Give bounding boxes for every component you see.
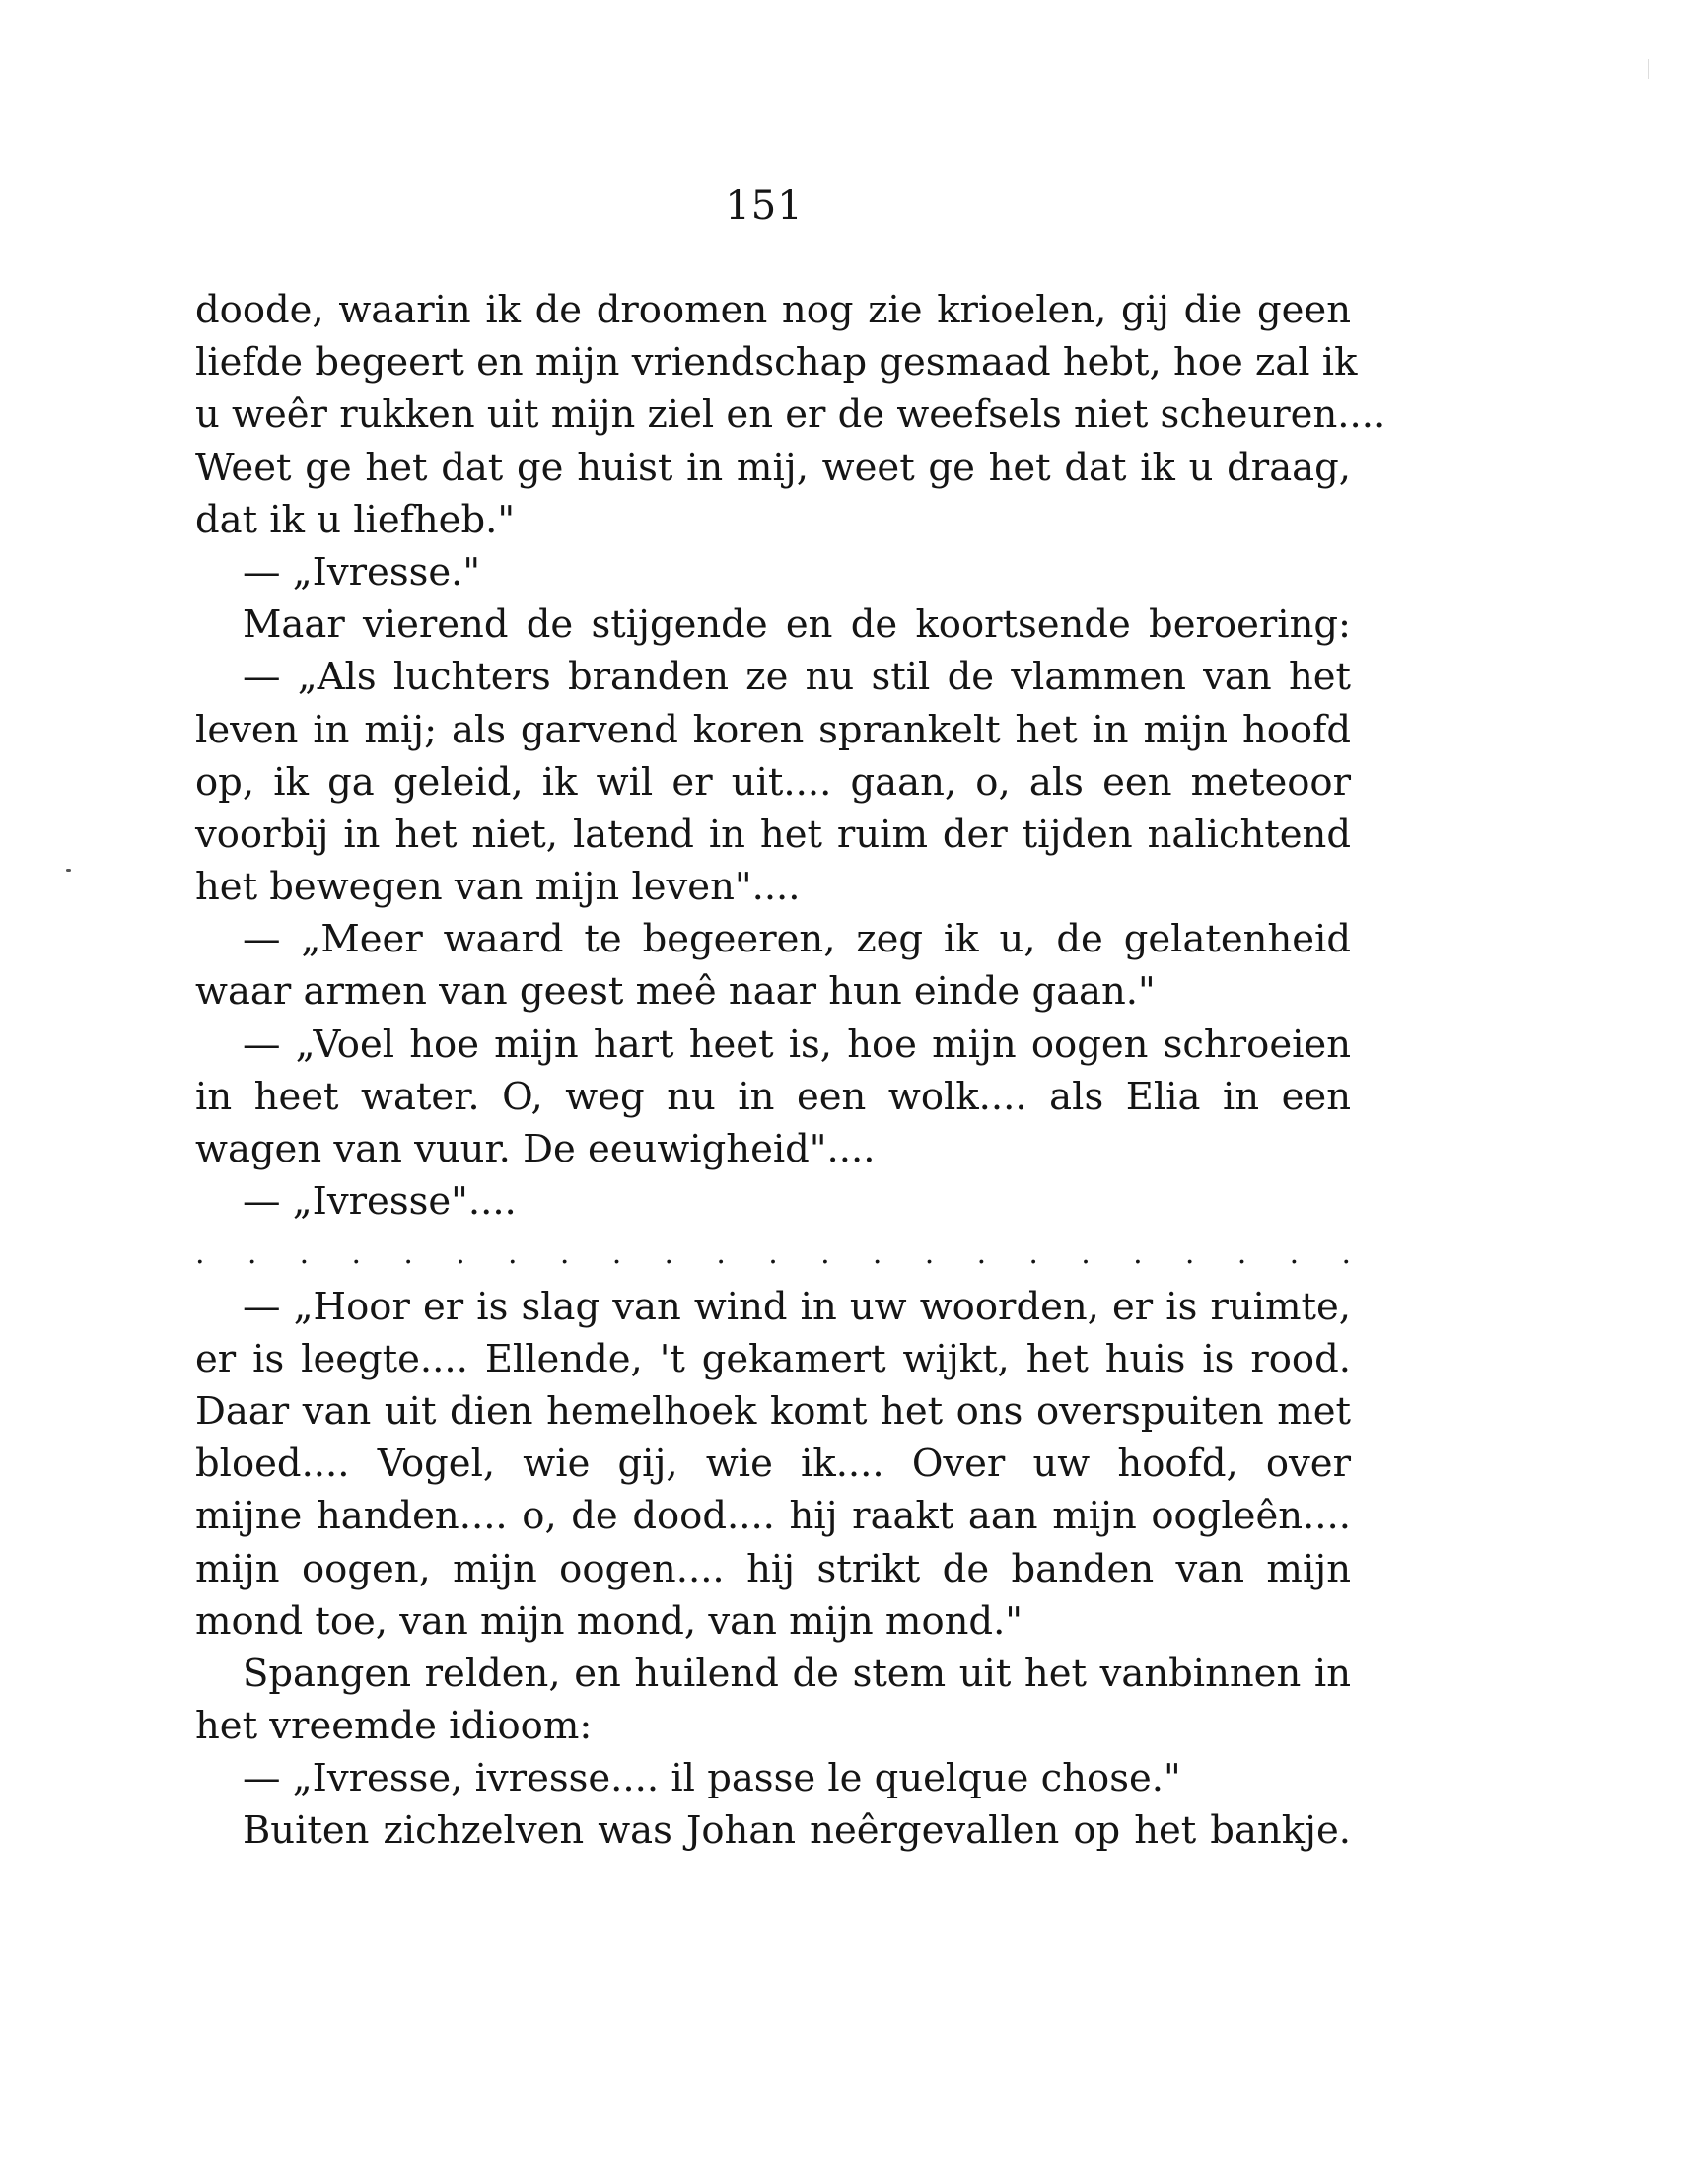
text-line: in heet water. O, weg nu in een wolk.... als Elia in een [195,1074,1351,1119]
text-line: leven in mij; als garvend koren sprankelt het in mijn hoofd [195,707,1351,752]
text-line: — „Voel hoe mijn hart heet is, hoe mijn oogen schroeien [243,1022,1351,1067]
text-line: waar armen van geest meê naar hun einde gaan." [195,969,1156,1015]
text-line: doode, waarin ik de droomen nog zie krioelen, gij die geen [195,288,1351,332]
text-line: dat ik u liefheb." [195,497,516,542]
page-number: 151 [725,183,804,229]
text-line: op, ik ga geleid, ik wil er uit.... gaan, o, als een meteoor [195,759,1351,805]
text-line: — „Hoor er is slag van wind in uw woorden, er is ruimte, [243,1284,1351,1329]
text-line: Daar van uit dien hemelhoek komt het ons overspuiten met [195,1388,1351,1434]
text-line: wagen van vuur. De eeuwigheid".... [195,1127,876,1171]
text-line: bloed.... Vogel, wie gij, wie ik.... Over uw hoofd, over [195,1442,1351,1487]
text-line: — „Ivresse, ivresse.... il passe le quelque chose." [243,1756,1181,1801]
text-line: — „Ivresse." [243,549,481,595]
text-line: er is leegte.... Ellende, 't gekamert wijkt, het huis is rood. [195,1336,1351,1381]
text-line: mond toe, van mijn mond, van mijn mond." [195,1598,1023,1644]
text-line: u weêr rukken uit mijn ziel en er de weefsels niet scheuren.... [195,392,1386,438]
text-line: het bewegen van mijn leven".... [195,865,801,910]
text-line: Maar vierend de stijgende en de koortsende beroering: [243,602,1351,648]
text-line: het vreemde idioom: [195,1704,593,1749]
section-break-dots: . . . . . . . . . . . . . . . . . . . . . . . [195,1236,1351,1272]
text-line: — „Meer waard te begeeren, zeg ik u, de gelatenheid [243,917,1351,962]
text-line: mijn oogen, mijn oogen.... hij strikt de banden van mijn [195,1546,1351,1591]
text-line: Buiten zichzelven was Johan neêrgevallen op het bankje. [243,1808,1351,1854]
body-text [195,284,1386,1858]
text-line: Weet ge het dat ge huist in mij, weet ge het dat ik u draag, [195,445,1351,490]
margin-speck [66,869,71,872]
text-line: mijne handen.... o, de dood.... hij raakt aan mijn oogleên.... [195,1494,1351,1539]
text-line: — „Ivresse".... [243,1179,517,1225]
text-line: liefde begeert en mijn vriendschap gesmaad hebt, hoe zal ik [195,340,1358,386]
text-line: — „Als luchters branden ze nu stil de vlammen van het [243,655,1351,700]
text-line: Spangen relden, en huilend de stem uit het vanbinnen in [243,1651,1351,1696]
page-edge-mark [1648,59,1649,79]
text-line: voorbij in het niet, latend in het ruim der tijden nalichtend [195,811,1351,857]
